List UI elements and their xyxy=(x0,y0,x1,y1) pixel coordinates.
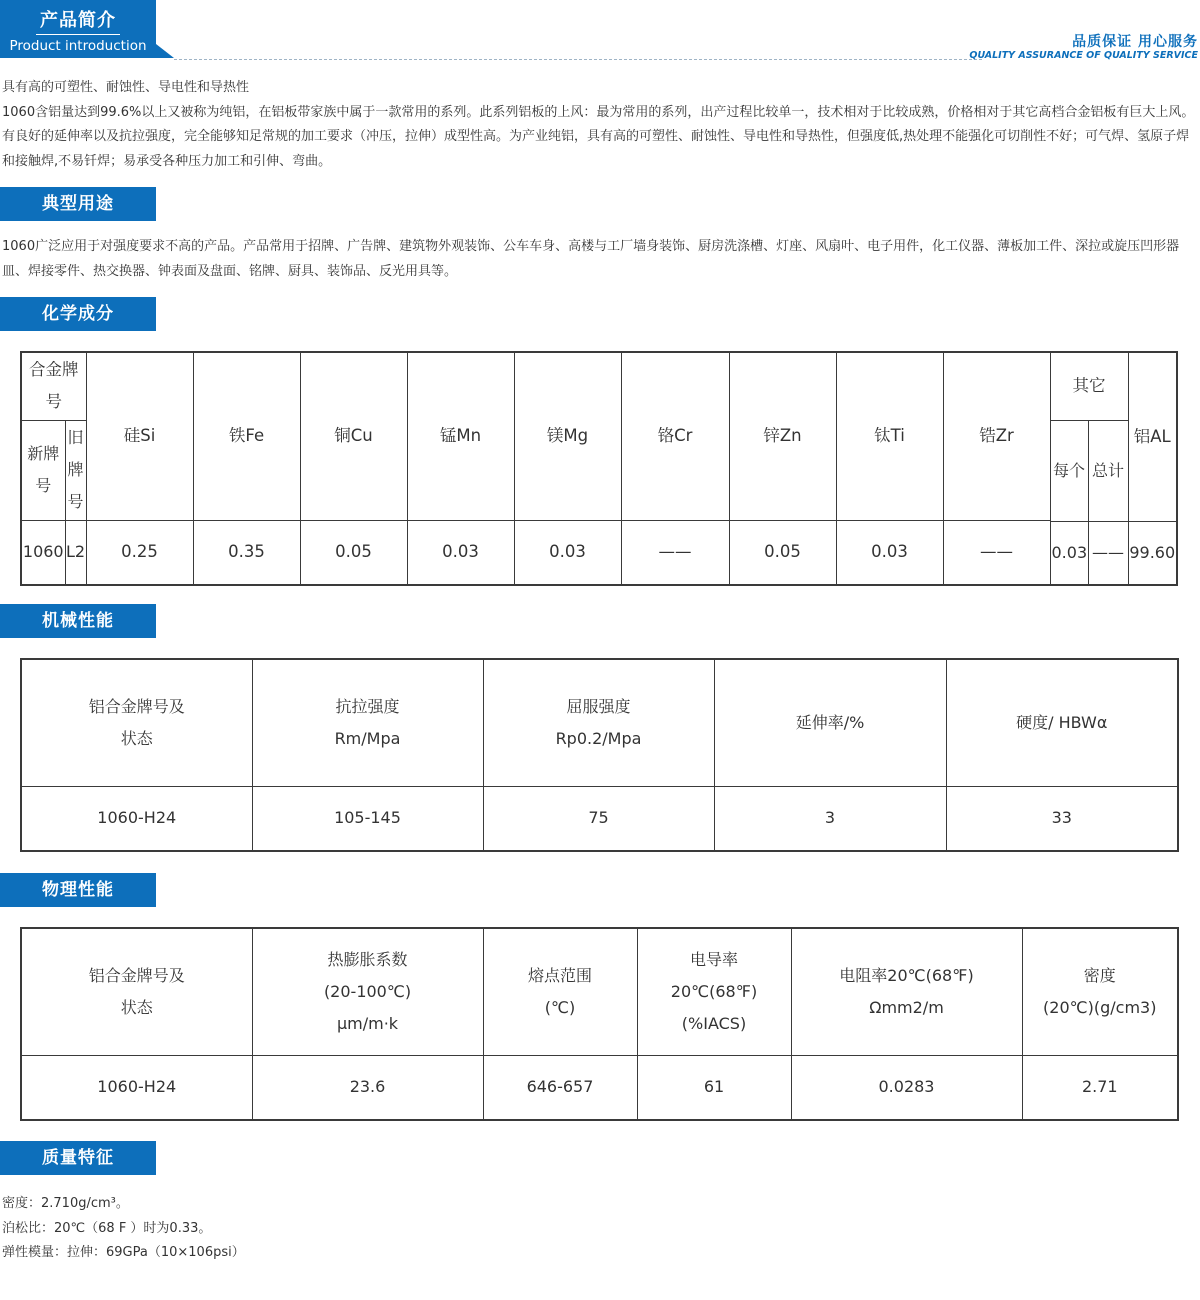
phys-header-conductivity: 电导率 20℃(68℉) (%IACS) xyxy=(637,928,791,1055)
old-grade-value: L2 xyxy=(65,520,86,585)
phys-cell: 0.0283 xyxy=(791,1055,1022,1120)
header-title-zh: 产品简介 xyxy=(40,10,116,31)
element-value: 0.03 xyxy=(514,520,621,585)
uses-text: 1060广泛应用于对强度要求不高的产品。产品常用于招牌、广告牌、建筑物外观装饰、公车车身、高楼与工厂墙身装饰、厨房洗涤槽、灯座、风扇叶、电子用件，化工仪器、薄板加工件、深拉或旋压凹形器皿、焊接零件、热交换器、钟表面及盘面、铭牌、厨具、装饰品、反光用具等。 xyxy=(2,239,1180,279)
aluminum-value: 99.60 xyxy=(1128,521,1177,585)
chemical-composition-table xyxy=(20,351,1178,586)
other-total-header: 总计 xyxy=(1088,420,1128,521)
mech-cell: 3 xyxy=(714,786,946,851)
header-slogan-en: QUALITY ASSURANCE OF QUALITY SERVICE xyxy=(969,50,1198,61)
mech-cell: 75 xyxy=(483,786,714,851)
mech-header-yield: 屈服强度 Rp0.2/Mpa xyxy=(483,659,714,786)
element-value: 0.05 xyxy=(300,520,407,585)
intro-text xyxy=(2,76,1196,174)
phys-cell: 1060-H24 xyxy=(21,1055,252,1120)
phys-header-expansion: 热膨胀系数 (20-100℃) μm/m·k xyxy=(252,928,483,1055)
table-row-spacer xyxy=(21,520,1177,521)
element-value: —— xyxy=(621,520,729,585)
element-value: 0.35 xyxy=(193,520,300,585)
phys-cell: 23.6 xyxy=(252,1055,483,1120)
element-header: 硅Si xyxy=(86,352,193,520)
phys-cell: 646-657 xyxy=(483,1055,637,1120)
section-title-physical: 物理性能 xyxy=(0,873,156,907)
header-badge-notch xyxy=(156,44,174,58)
element-header: 铬Cr xyxy=(621,352,729,520)
mech-header-alloy: 铝合金牌号及 状态 xyxy=(21,659,252,786)
table-row xyxy=(21,786,1178,851)
section-title-quality: 质量特征 xyxy=(0,1141,156,1175)
other-header: 其它 xyxy=(1050,352,1128,420)
old-grade-header: 旧牌号 xyxy=(65,420,86,520)
physical-properties-table xyxy=(20,927,1179,1121)
quality-line-poisson: 泊松比：20℃（68 F ）时为0.33。 xyxy=(2,1221,212,1236)
mech-header-tensile: 抗拉强度 Rm/Mpa xyxy=(252,659,483,786)
header-title-en: Product introduction xyxy=(9,38,147,54)
element-value: 0.03 xyxy=(836,520,943,585)
other-total-value: —— xyxy=(1088,521,1128,585)
product-intro-badge xyxy=(0,0,156,58)
element-header: 铜Cu xyxy=(300,352,407,520)
element-value: 0.25 xyxy=(86,520,193,585)
quality-line-density: 密度：2.710g/cm³。 xyxy=(2,1196,129,1211)
mech-cell: 105-145 xyxy=(252,786,483,851)
phys-cell: 61 xyxy=(637,1055,791,1120)
phys-header-resistivity: 电阻率20℃(68℉) Ωmm2/m xyxy=(791,928,1022,1055)
new-grade-value: 1060 xyxy=(21,520,65,585)
phys-header-density: 密度 (20℃)(g/cm3) xyxy=(1022,928,1178,1055)
table-row xyxy=(21,352,1177,420)
phys-cell: 2.71 xyxy=(1022,1055,1178,1120)
phys-header-alloy: 铝合金牌号及 状态 xyxy=(21,928,252,1055)
element-header: 锌Zn xyxy=(729,352,836,520)
section-title-chemical: 化学成分 xyxy=(0,297,156,331)
element-value: —— xyxy=(943,520,1050,585)
phys-header-melting: 熔点范围 (℃) xyxy=(483,928,637,1055)
header-title-underline xyxy=(36,34,120,35)
mech-cell: 33 xyxy=(946,786,1178,851)
mech-cell: 1060-H24 xyxy=(21,786,252,851)
table-row xyxy=(21,1055,1178,1120)
alloy-grade-header: 合金牌号 xyxy=(21,352,86,420)
other-each-header: 每个 xyxy=(1050,420,1088,521)
element-header: 锆Zr xyxy=(943,352,1050,520)
mechanical-properties-table xyxy=(20,658,1179,852)
element-header: 钛Ti xyxy=(836,352,943,520)
mech-header-hardness: 硬度/ HBWα xyxy=(946,659,1178,786)
element-header: 锰Mn xyxy=(407,352,514,520)
table-row xyxy=(21,928,1178,1055)
element-header: 铁Fe xyxy=(193,352,300,520)
section-title-uses: 典型用途 xyxy=(0,187,156,221)
element-value: 0.05 xyxy=(729,520,836,585)
section-title-mechanical: 机械性能 xyxy=(0,604,156,638)
intro-line: 1060含铝量达到99.6%以上又被称为纯铝，在铝板带家族中属于一款常用的系列。此系列铝板的上风：最为常用的系列，出产过程比较单一，技术相对于比较成熟，价格相对于其它高档合金铝板有巨大上风。有良好的延伸率以及抗拉强度，完全能够知足常规的加工要求（冲压，拉伸）成型性高。为产业纯铝，具有高的可塑性、耐蚀性、导电性和导热性，但强度低,热处理不能强化可切削性不好；可气焊、氢原子焊和接触焊,不易钎焊；易承受各种压力加工和引伸、弯曲。 xyxy=(2,104,1195,169)
element-header: 镁Mg xyxy=(514,352,621,520)
mech-header-elongation: 延伸率/% xyxy=(714,659,946,786)
other-each-value: 0.03 xyxy=(1050,521,1088,585)
header-divider xyxy=(174,59,982,60)
aluminum-header: 铝AL xyxy=(1128,352,1177,521)
header-slogan: 品质保证 用心服务 xyxy=(1072,34,1198,50)
intro-line: 具有高的可塑性、耐蚀性、导电性和导热性 xyxy=(2,80,250,95)
table-row xyxy=(21,659,1178,786)
quality-line-modulus: 弹性模量：拉伸：69GPa（10×106psi） xyxy=(2,1245,245,1260)
new-grade-header: 新牌号 xyxy=(21,420,65,520)
element-value: 0.03 xyxy=(407,520,514,585)
